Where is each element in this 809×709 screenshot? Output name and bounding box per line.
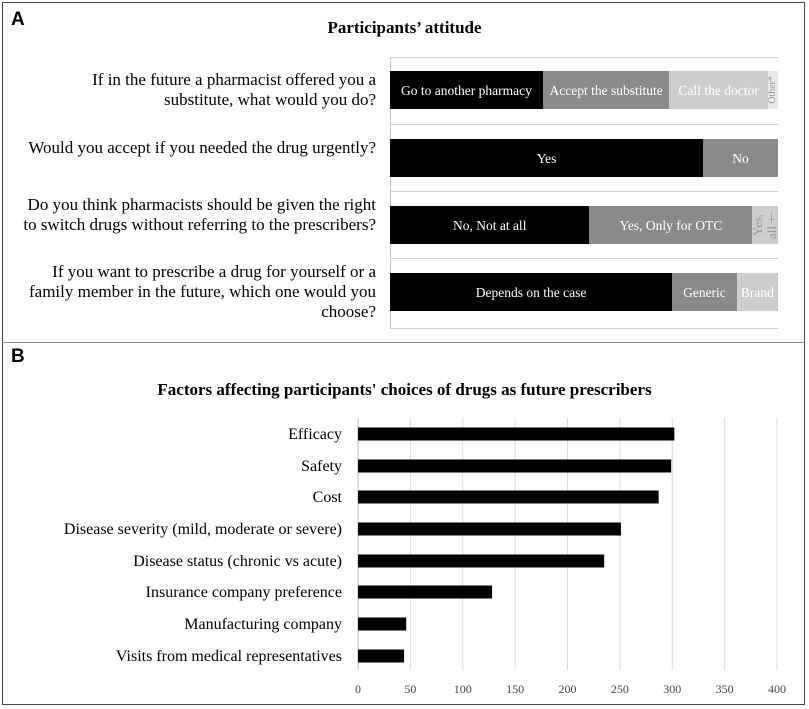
segment-label: Yes, Only for OTC [619, 217, 723, 233]
question-2-label: Would you accept if you needed the drug urgently? [28, 138, 376, 157]
x-tick-label: 300 [663, 682, 682, 696]
x-tick-label: 350 [715, 682, 734, 696]
segment-label: No, Not at all [452, 217, 527, 233]
factor-label: Insurance company preference [145, 584, 342, 601]
factor-label: Manufacturing company [184, 616, 342, 633]
panel-b-title: Factors affecting participants' choices of drugs as future prescribers [157, 380, 652, 399]
x-tick-label: 100 [453, 682, 472, 696]
factor-bar [358, 586, 492, 599]
factor-label: Disease status (chronic vs acute) [133, 553, 342, 570]
panel-a-letter: A [11, 9, 25, 30]
segment-label: Generic [683, 284, 726, 300]
x-tick-label: 250 [610, 682, 629, 696]
factor-label: Safety [301, 458, 342, 475]
factor-bar [358, 428, 674, 441]
segment-label: Call the doctor [678, 82, 759, 98]
factor-bar [358, 618, 406, 631]
segment-label: Go to another pharmacy [401, 82, 532, 98]
factor-label: Cost [312, 489, 342, 506]
segment-label: No [732, 150, 749, 166]
panel-a-title: Participants’ attitude [327, 18, 482, 37]
x-tick-label: 400 [768, 682, 786, 696]
factor-bar [358, 555, 604, 568]
panel-b-letter: B [11, 346, 25, 367]
segment-label: Depends on the case [475, 284, 587, 300]
question-4-label: If you want to prescribe a drug for yourself or a family member in the future, which one would you choose? [29, 262, 376, 321]
segment-label: Yes, all† [750, 211, 780, 239]
segment-label: Other* [767, 76, 779, 104]
factor-bar [358, 523, 621, 536]
question-1-label: If in the future a pharmacist offered you a substitute, what would you do? [92, 70, 376, 109]
factor-bar [358, 460, 671, 473]
factor-label: Disease severity (mild, moderate or severe) [63, 521, 342, 538]
factor-bar [358, 650, 404, 663]
x-tick-label: 150 [506, 682, 525, 696]
factor-label: Visits from medical representatives [115, 648, 342, 665]
segment-label: Accept the substitute [549, 82, 663, 98]
x-tick-label: 200 [558, 682, 577, 696]
x-tick-label: 50 [404, 682, 417, 696]
segment-label: Brand [740, 284, 774, 300]
factor-bar [358, 491, 659, 504]
question-3-label: Do you think pharmacists should be given the right to switch drugs without referring to the prescribers? [23, 195, 376, 234]
segment-label: Yes [536, 150, 557, 166]
factor-label: Efficacy [288, 426, 342, 443]
x-tick-label: 0 [355, 682, 361, 696]
